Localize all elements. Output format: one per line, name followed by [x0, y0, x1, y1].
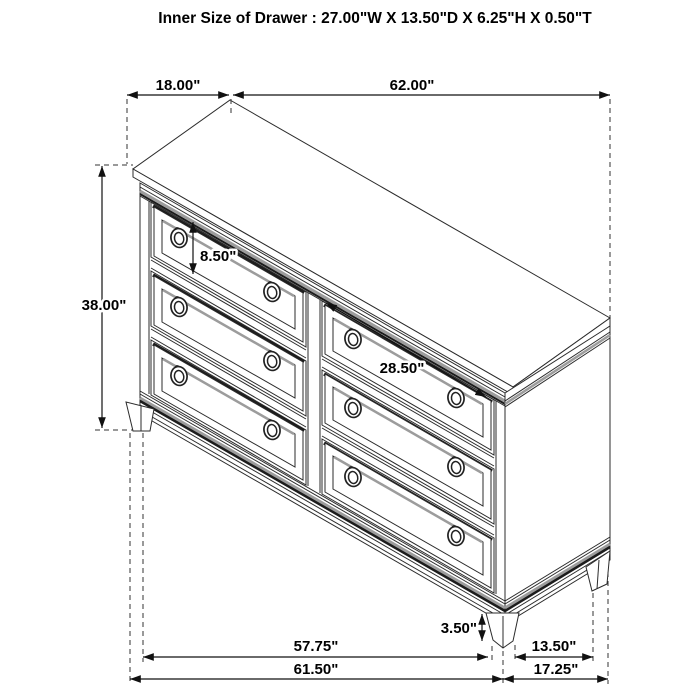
dim-label-drawer-front-height: 8.50"	[200, 248, 237, 265]
dim-label-drawer-front-width: 28.50"	[379, 360, 425, 377]
dim-label-side-feet-span: 13.50"	[531, 638, 577, 655]
dim-label-overall-height: 38.00"	[81, 297, 127, 314]
dim-label-foot-height: 3.50"	[440, 620, 477, 637]
dim-label-top-front-width: 62.00"	[389, 77, 435, 94]
dim-label-top-side-depth: 18.00"	[155, 77, 201, 94]
diagram-title: Inner Size of Drawer : 27.00"W X 13.50"D X 6.25"H X 0.50"T	[158, 10, 592, 27]
dim-label-front-base-width: 61.50"	[293, 661, 339, 678]
dim-label-side-base-depth: 17.25"	[533, 661, 579, 678]
dim-label-front-feet-span: 57.75"	[293, 638, 339, 655]
